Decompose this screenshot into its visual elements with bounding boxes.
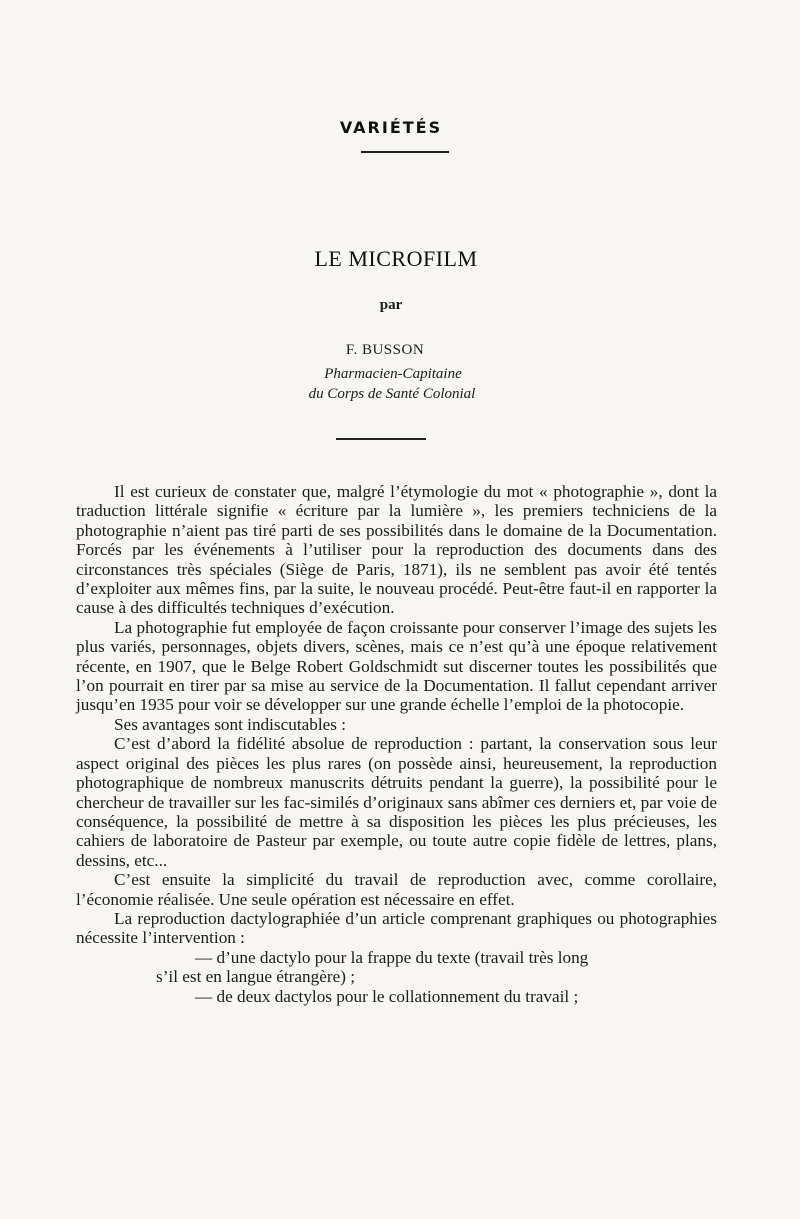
author-name: F. BUSSON xyxy=(345,342,425,358)
section-heading: VARIÉTÉS xyxy=(339,118,443,137)
article-body xyxy=(76,482,717,1006)
dash-item-continuation: s’il est en langue étrangère) ; xyxy=(156,967,355,987)
dash-item: — de deux dactylos pour le collationnement du travail ; xyxy=(195,986,579,1006)
paragraph: La photographie fut employée de façon croissante pour conserver l’image des sujets les plus variés, personnages, objets divers, scènes, mais ce n’est qu’à une époque relativement récente, en 1907, que le Belge Robert Goldschmidt sut discerner toutes les possibilités que l’on pourrait en tirer par sa mise au service de la Documentation. Il fallut cependant arriver jusqu’en 1935 pour voir se développer sur une grande échelle l’emploi de la photocopie. xyxy=(76,617,717,715)
paragraph: Ses avantages sont indiscutables : xyxy=(114,714,346,734)
author-role-line2: du Corps de Santé Colonial xyxy=(308,386,476,402)
paragraph: La reproduction dactylographiée d’un article comprenant graphiques ou photographies nécessite l’intervention : xyxy=(76,908,717,948)
byline-par: par xyxy=(379,297,403,313)
author-role-line1: Pharmacien-Capitaine xyxy=(324,366,462,382)
paragraph: C’est ensuite la simplicité du travail de reproduction avec, comme corollaire, l’économie réalisée. Une seule opération est nécessaire en effet. xyxy=(76,870,717,909)
dash-item: — d’une dactylo pour la frappe du texte (travail très long xyxy=(195,947,589,967)
paragraph: C’est d’abord la fidélité absolue de reproduction : partant, la conservation sous leur aspect original des pièces les plus rares (on possède ainsi, heureusement, la reproduction photographique de nombreux manuscrits détruits pendant la guerre), la possibilité pour le chercheur de travailler sur les fac-similés d’originaux sans abîmer ces derniers et, par voie de conséquence, la possibilité de mettre à sa disposition les pièces les plus précieuses, les cahiers de laboratoire de Pasteur par exemple, ou toute autre copie fidèle de lettres, plans, dessins, etc... xyxy=(76,734,717,870)
divider-rule xyxy=(361,151,449,153)
divider-rule xyxy=(336,438,426,440)
paragraph: Il est curieux de constater que, malgré l’étymologie du mot « photographie », dont la traduction littérale signifie « écriture par la lumière », les premiers techniciens de la photographie n’aient pas tiré parti de ses possibilités dans le domaine de la Documentation. Forcés par les événements à l’utiliser pour la reproduction des documents dans des circonstances très spéciales (Siège de Paris, 1871), ils ne semblent pas avoir été tentés d’exploiter aux mêmes fins, par la suite, le nouveau procédé. Peut-être faut-il en rapporter la cause à des difficultés techniques d’exécution. xyxy=(76,482,717,618)
article-title: LE MICROFILM xyxy=(314,246,478,271)
